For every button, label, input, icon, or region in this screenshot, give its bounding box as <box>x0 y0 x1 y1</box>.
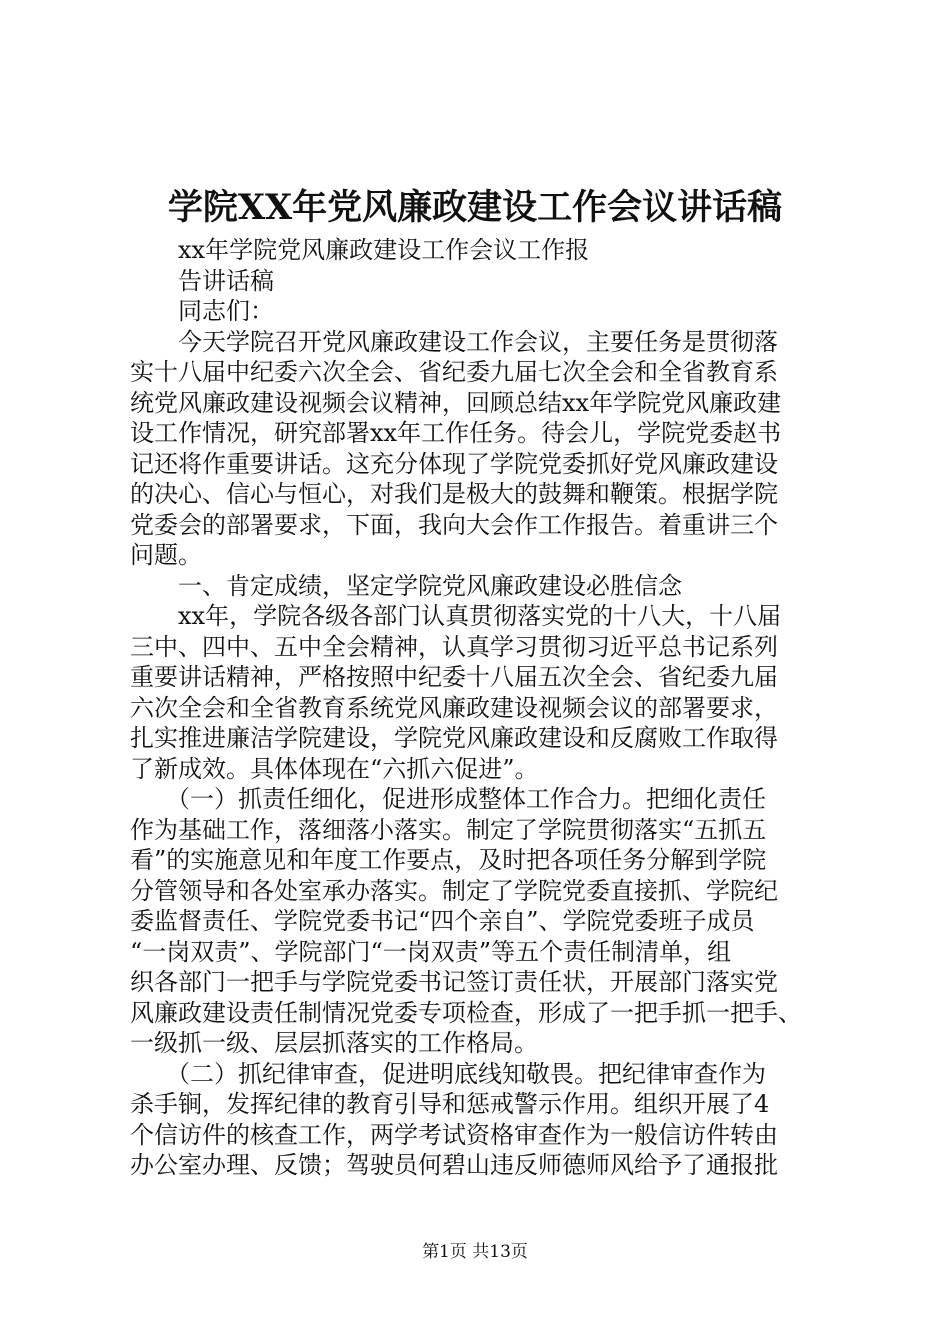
text-line: 办公室办理、反馈；驾驶员何碧山违反师德师风给予了通报批 <box>130 1151 778 1179</box>
text-line: （二）抓纪律审查，促进明底线知敬畏。把纪律审查作为 <box>130 1059 766 1088</box>
page-footer: 第1页 共13页 <box>422 1242 528 1262</box>
text-line: 了新成效。具体体现在“六抓六促进”。 <box>130 754 539 783</box>
text-line: 看”的实施意见和年度工作要点，及时把各项任务分解到学院 <box>130 846 767 874</box>
text-line: 六次全会和全省教育系统党风廉政建设视频会议的部署要求， <box>130 693 778 722</box>
text-line: 作为基础工作，落细落小落实。制定了学院贯彻落实“五抓五 <box>130 815 767 844</box>
text-line: 告讲话稿 <box>130 266 274 295</box>
text-line: 问题。 <box>130 541 202 569</box>
text-line: 的决心、信心与恒心，对我们是极大的鼓舞和鞭策。根据学院 <box>130 480 778 508</box>
text-line: 三中、四中、五中全会精神，认真学习贯彻习近平总书记系列 <box>130 632 778 661</box>
text-line: 设工作情况，研究部署xx年工作任务。待会儿，学院党委赵书 <box>130 419 782 447</box>
text-line: 织各部门一把手与学院党委书记签订责任状，开展部门落实党 <box>130 968 778 996</box>
text-line: （一）抓责任细化，促进形成整体工作合力。把细化责任 <box>130 785 766 813</box>
text-line: 委监督责任、学院党委书记“四个亲自”、学院党委班子成员 <box>130 907 755 935</box>
text-line: 一级抓一级、层层抓落实的工作格局。 <box>130 1029 538 1057</box>
text-line: “一岗双责”、学院部门“一岗双责”等五个责任制清单，组 <box>130 937 732 966</box>
text-line: 今天学院召开党风廉政建设工作会议，主要任务是贯彻落 <box>130 327 778 356</box>
document-title: 学院XX年党风廉政建设工作会议讲话稿 <box>167 187 783 228</box>
text-line: 一、肯定成绩，坚定学院党风廉政建设必胜信念 <box>130 571 682 600</box>
text-line: 党委会的部署要求，下面，我向大会作工作报告。着重讲三个 <box>130 510 778 539</box>
text-line: xx年，学院各级各部门认真贯彻落实党的十八大，十八届 <box>130 602 782 630</box>
document-body <box>130 235 835 1181</box>
text-line: 实十八届中纪委六次全会、省纪委九届七次全会和全省教育系 <box>130 358 778 386</box>
text-line: 记还将作重要讲话。这充分体现了学院党委抓好党风廉政建设 <box>130 449 778 478</box>
text-line: 同志们： <box>130 297 274 325</box>
text-line: 统党风廉政建设视频会议精神，回顾总结xx年学院党风廉政建 <box>130 388 782 417</box>
text-line: xx年学院党风廉政建设工作会议工作报 <box>130 236 590 264</box>
text-line: 风廉政建设责任制情况党委专项检查，形成了一把手抓一把手、 <box>130 998 802 1027</box>
text-line: 个信访件的核查工作，两学考试资格审查作为一般信访件转由 <box>130 1120 778 1149</box>
text-line: 重要讲话精神，严格按照中纪委十八届五次全会、省纪委九届 <box>130 663 778 691</box>
text-line: 扎实推进廉洁学院建设，学院党风廉政建设和反腐败工作取得 <box>130 724 778 752</box>
text-line: 分管领导和各处室承办落实。制定了学院党委直接抓、学院纪 <box>130 876 778 905</box>
text-line: 杀手锏，发挥纪律的教育引导和惩戒警示作用。组织开展了4 <box>130 1090 770 1118</box>
